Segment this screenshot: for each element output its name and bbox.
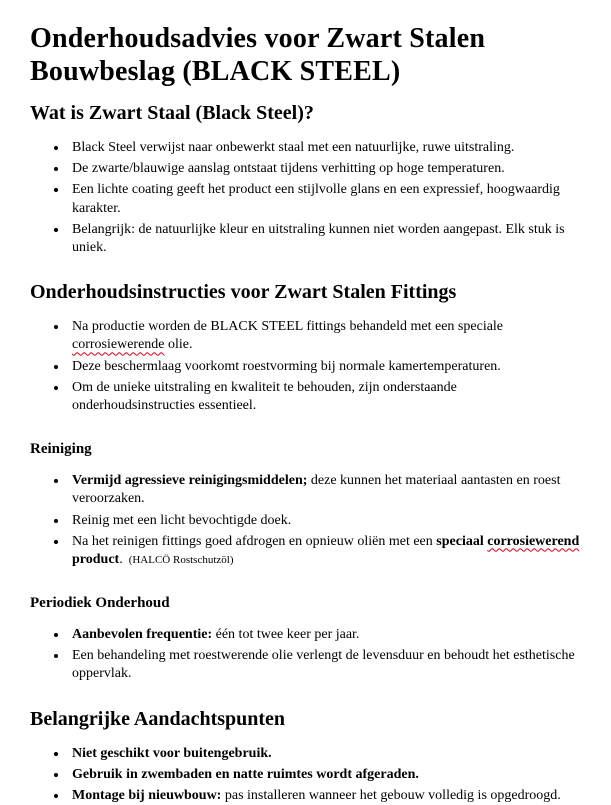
list-item (68, 358, 581, 376)
spellcheck-word: corrosiewerend (487, 533, 580, 549)
list-item-text: Na productie worden de BLACK STEEL fittings behandeld met een speciale (72, 319, 504, 335)
list-item-text: Na het reinigen fittings goed afdrogen en opnieuw oliën met een (72, 533, 437, 549)
instructions-list (30, 318, 581, 415)
list-item (68, 318, 581, 354)
list-item-text: één tot twee keer per jaar. (212, 627, 360, 643)
list-item (68, 533, 581, 569)
periodic-list (30, 626, 581, 684)
list-item-text: Om de unieke uitstraling en kwaliteit te behouden, zijn onderstaande onderhoudsinstructies essentieel. (72, 379, 457, 413)
list-item-text: Een behandeling met roestwerende olie verlengt de levensduur en behoudt het esthetische oppervlak. (72, 648, 575, 682)
list-item (68, 745, 581, 763)
list-item (68, 160, 581, 178)
section-heading-instructions: Onderhoudsinstructies voor Zwart Stalen Fittings (30, 281, 457, 304)
list-item (68, 512, 581, 530)
cleaning-list (30, 472, 581, 569)
list-item-bold-text: Montage bij nieuwbouw: (72, 788, 222, 803)
list-item-text: Een lichte coating geeft het product een stijlvolle glans en een expressief, hoogwaardig karakter. (72, 182, 560, 216)
list-item (68, 221, 581, 257)
list-item-bold-text: speciaal (436, 533, 488, 549)
list-item-text: olie. (164, 337, 193, 353)
list-item-text: Belangrijk: de natuurlijke kleur en uitstraling kunnen niet worden aangepast. Elk stuk is uniek. (72, 221, 565, 255)
list-item-text: pas installeren wanneer het gebouw volledig is opgedroogd. (221, 788, 561, 803)
list-item (68, 472, 581, 508)
intro-list (30, 139, 581, 257)
page-title: Onderhoudsadvies voor Zwart Stalen Bouwbeslag (BLACK STEEL) (30, 23, 486, 88)
list-item-text: Black Steel verwijst naar onbewerkt staal met een natuurlijke, ruwe uitstraling. (72, 140, 515, 156)
product-note: (HALCÖ Rostschutzöl) (128, 553, 234, 566)
spellcheck-word: corrosiewerende (72, 337, 165, 353)
list-item-text: Reinig met een licht bevochtigde doek. (72, 512, 292, 528)
list-item (68, 181, 581, 217)
list-item-text: deze kunnen het materiaal aantasten en roest veroorzaken. (72, 473, 561, 507)
list-item (68, 379, 581, 415)
list-item (68, 647, 581, 683)
list-item (68, 139, 581, 157)
list-item-bold-text: Gebruik in zwembaden en natte ruimtes wordt afgeraden. (72, 766, 419, 782)
subsection-heading-cleaning: Reiniging (30, 441, 92, 458)
list-item-text: De zwarte/blauwige aanslag ontstaat tijdens verhitting op hoge temperaturen. (72, 161, 505, 177)
section-heading-attention: Belangrijke Aandachtspunten (30, 707, 286, 730)
subsection-heading-periodic: Periodiek Onderhoud (30, 595, 170, 612)
section-heading-what-is: Wat is Zwart Staal (Black Steel)? (30, 102, 314, 125)
list-item (68, 626, 581, 644)
list-item (68, 787, 581, 805)
list-item-bold-text: Aanbevolen frequentie: (72, 627, 213, 643)
attention-list (30, 745, 581, 805)
list-item-text: Deze beschermlaag voorkomt roestvorming bij normale kamertemperaturen. (72, 358, 501, 374)
list-item-text: . (119, 551, 123, 567)
list-item-bold-text: Vermijd agressieve reinigingsmiddelen; (72, 473, 308, 489)
list-item-bold-text: product (72, 551, 120, 567)
list-item-bold-text: Niet geschikt voor buitengebruik. (72, 745, 272, 761)
